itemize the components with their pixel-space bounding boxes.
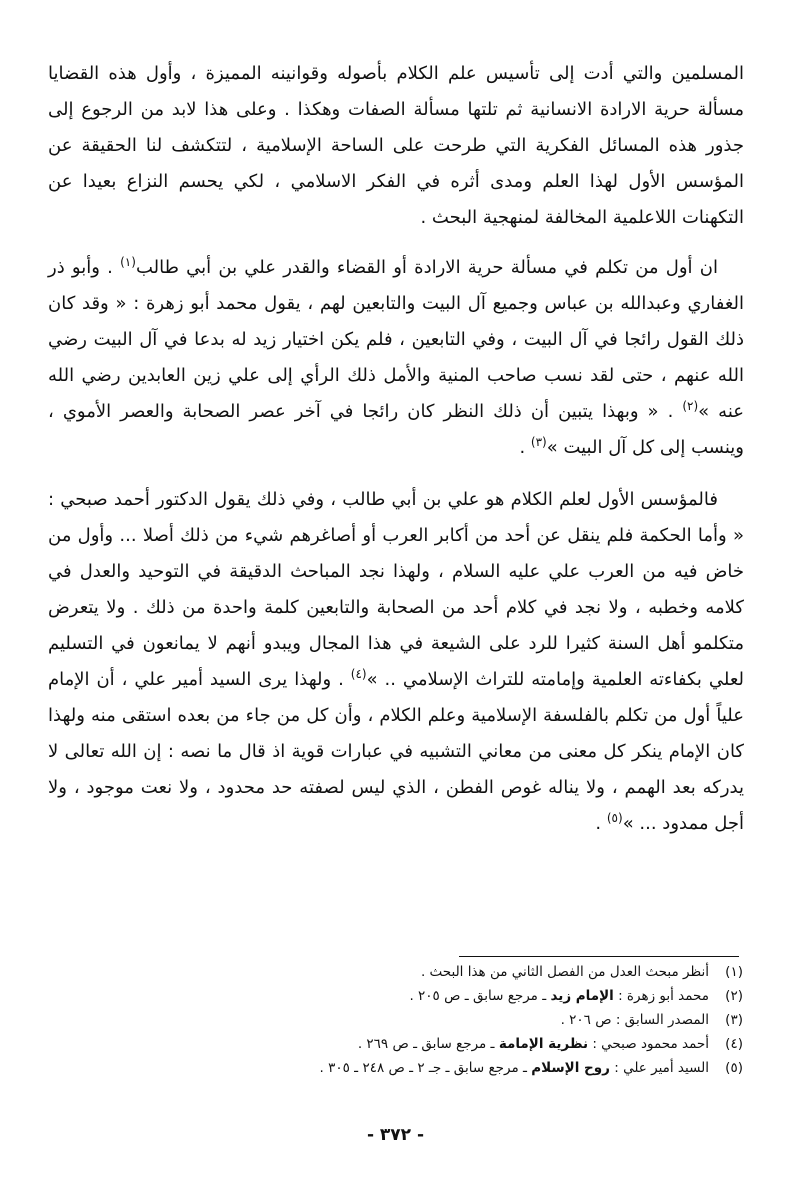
footnote-ref-3[interactable]: (٣) (530, 435, 547, 449)
footnote-number: (٤) (725, 1036, 743, 1052)
footnote-text: المصدر السابق : ص ٢٠٦ . (560, 1012, 709, 1028)
paragraph-text: . « وبهذا يتبين أن ذلك النظر كان رائجا في آخر عصر الصحابة والعصر الأموي ، وينسب إلى كل آل البيت » (48, 401, 744, 458)
footnote-book-title: نظرية الإمامة (498, 1036, 589, 1052)
footnote-book-title: الإمام زيد (550, 988, 614, 1004)
footnote-5 (80, 1056, 743, 1080)
footnote-number: (٢) (725, 988, 743, 1004)
footnote-4 (80, 1032, 743, 1056)
body-text (48, 56, 744, 842)
paragraph-2 (48, 250, 744, 466)
paragraph-1 (48, 56, 744, 236)
paragraph-text: ان أول من تكلم في مسألة حرية الارادة أو القضاء والقدر علي بن أبي طالب (135, 257, 718, 278)
paragraph-3 (48, 482, 744, 842)
paragraph-text: . ولهذا يرى السيد أمير علي ، أن الإمام علياً أول من تكلم بالفلسفة الإسلامية وعلم الكلام ، وأن كل من جاء من بعده استقى منه ولهذا كان الإمام ينكر كل معنى من معاني التشبيه في عبارات قوية اذ قال ما نصه : إن الله تعالى لا يدركه بعد الهمم ، ولا يناله غوص الفطن ، الذي ليس لصفته حد محدود ، ولا نعت موجود ، ولا أجل ممدود ... » (48, 669, 744, 834)
paragraph-text: . (595, 813, 607, 834)
footnote-text: أنظر مبحث العدل من الفصل الثاني من هذا البحث . (420, 964, 709, 980)
footnote-number: (٣) (725, 1012, 743, 1028)
footnote-text: ـ مرجع سابق ـ جـ ٢ ـ ص ٢٤٨ ـ ٣٠٥ . (319, 1060, 532, 1076)
paragraph-text: . وأبو ذر الغفاري وعبدالله بن عباس وجميع آل البيت والتابعين لهم ، يقول محمد أبو زهرة : « وقد كان ذلك القول رائجا في آل البيت ، وفي التابعين ، فلم يكن اختيار زيد له بدعا في آل البيت رضي الله عنهم ، حتى لقد نسب صاحب المنية والأمل ذلك الرأي إلى علي زين العابدين رضي الله عنه » (48, 257, 744, 422)
page-number: - ٣٧٢ - (366, 1125, 425, 1145)
paragraph-text: المسلمين والتي أدت إلى تأسيس علم الكلام بأصوله وقوانينه المميزة ، وأول هذه القضايا مسألة حرية الارادة الانسانية ثم تلتها مسألة الصفات وهكذا . وعلى هذا لابد من الرجوع إلى جذور هذه المسائل الفكرية التي طرحت على الساحة الإسلامية ، لتتكشف لنا الحقيقة عن المؤسس الأول لهذا العلم ومدى أثره في الفكر الاسلامي ، لكي يحسم النزاع بعيدا عن التكهنات اللاعلمية المخالفة لمنهجية البحث . (48, 63, 744, 228)
footnote-book-title: روح الإسلام (531, 1060, 610, 1076)
footnote-text: محمد أبو زهرة : (613, 988, 709, 1004)
footnote-1 (80, 960, 743, 984)
paragraph-text: . (519, 437, 531, 458)
footnote-ref-4[interactable]: (٤) (350, 667, 367, 681)
footnote-3 (80, 1008, 743, 1032)
footnote-ref-5[interactable]: (٥) (606, 811, 623, 825)
paragraph-text: فالمؤسس الأول لعلم الكلام هو علي بن أبي طالب ، وفي ذلك يقول الدكتور أحمد صبحي : « وأما الحكمة فلم ينقل عن أحد من أكابر العرب أو أصاغرهم شيء من ذلك أصلا ... وأول من خاض فيه من العرب علي عليه السلام ، ولهذا نجد المباحث الدقيقة في التوحيد والعدل في كلامه وخطبه ، ولا نجد في كلام أحد من الصحابة والتابعين كلمة واحدة من ذلك . ولا يتعرض متكلمو أهل السنة كثيرا للرد على الشيعة في هذا المجال ويبدو أنهم لا يمانعون في التسليم لعلي بكفاءته العلمية وإمامته للتراث الإسلامي .. » (48, 489, 744, 690)
footnote-divider (459, 956, 739, 957)
footnote-2 (80, 984, 743, 1008)
footnote-number: (١) (725, 964, 743, 980)
footnote-number: (٥) (725, 1060, 743, 1076)
footnote-text: ـ مرجع سابق ـ ص ٢٦٩ . (357, 1036, 499, 1052)
footnote-text: أحمد محمود صبحي : (588, 1036, 709, 1052)
footnote-ref-1[interactable]: (١) (120, 255, 136, 269)
footnote-text: السيد أمير علي : (609, 1060, 709, 1076)
footnote-ref-2[interactable]: (٢) (682, 399, 699, 413)
footnote-text: ـ مرجع سابق ـ ص ٢٠٥ . (409, 988, 551, 1004)
footnotes-list (80, 960, 743, 1080)
